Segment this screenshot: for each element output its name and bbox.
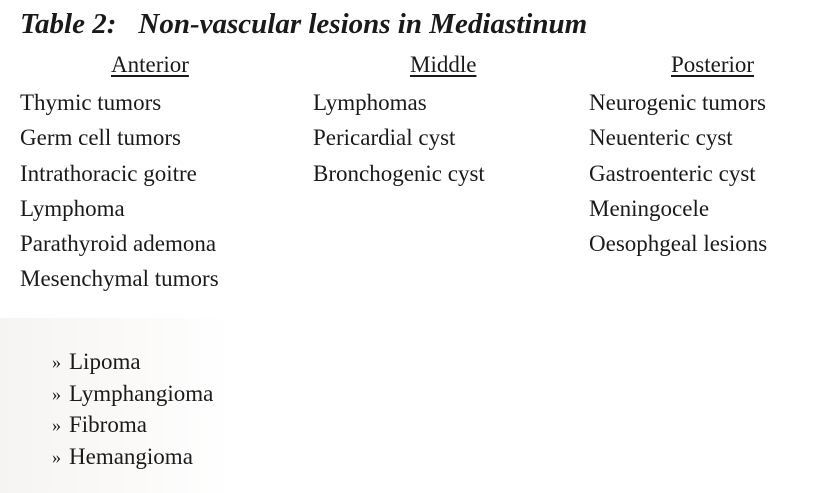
bullet-icon: »: [52, 446, 61, 467]
list-item: Lymphomas: [313, 90, 427, 115]
bullet-icon: »: [52, 352, 61, 372]
list-item: [52, 347, 213, 379]
list-item: Oesophgeal lesions: [589, 231, 768, 257]
list-item: Thymic tumors: [20, 90, 162, 115]
list-item: Lymphoma: [20, 195, 125, 221]
table-number: Table 2:: [20, 8, 117, 40]
mesenchymal-subtype-list: [52, 347, 213, 473]
list-item: Mesenchymal tumors: [20, 266, 219, 292]
list-item-label: Lymphangioma: [69, 380, 214, 406]
list-item-label: Hemangioma: [69, 443, 193, 469]
list-item: Bronchogenic cyst: [313, 160, 485, 186]
list-item-label: Fibroma: [69, 412, 147, 437]
list-item: [52, 442, 213, 474]
list-item: Neuenteric cyst: [589, 125, 733, 151]
list-item: Meningocele: [589, 195, 710, 221]
list-item: Pericardial cyst: [313, 125, 456, 151]
column-header-anterior: Anterior: [111, 52, 189, 77]
column-header-posterior: Posterior: [671, 52, 755, 77]
list-item: Intrathoracic goitre: [20, 160, 197, 186]
table-title: [20, 4, 587, 44]
bullet-icon: »: [52, 415, 61, 435]
middle-list: [313, 85, 485, 191]
list-item: Parathyroid ademona: [20, 231, 217, 257]
list-item-label: Lipoma: [69, 349, 141, 374]
anterior-list: [20, 85, 219, 297]
column-header-middle: Middle: [410, 52, 477, 77]
list-item: [52, 410, 213, 442]
table-title-text: Non-vascular lesions in Mediastinum: [138, 8, 588, 40]
list-item: Gastroenteric cyst: [589, 160, 756, 186]
list-item: [52, 379, 213, 411]
list-item: Neurogenic tumors: [589, 90, 766, 115]
list-item: Germ cell tumors: [20, 125, 181, 151]
posterior-list: [589, 85, 767, 261]
bullet-icon: »: [52, 383, 61, 404]
